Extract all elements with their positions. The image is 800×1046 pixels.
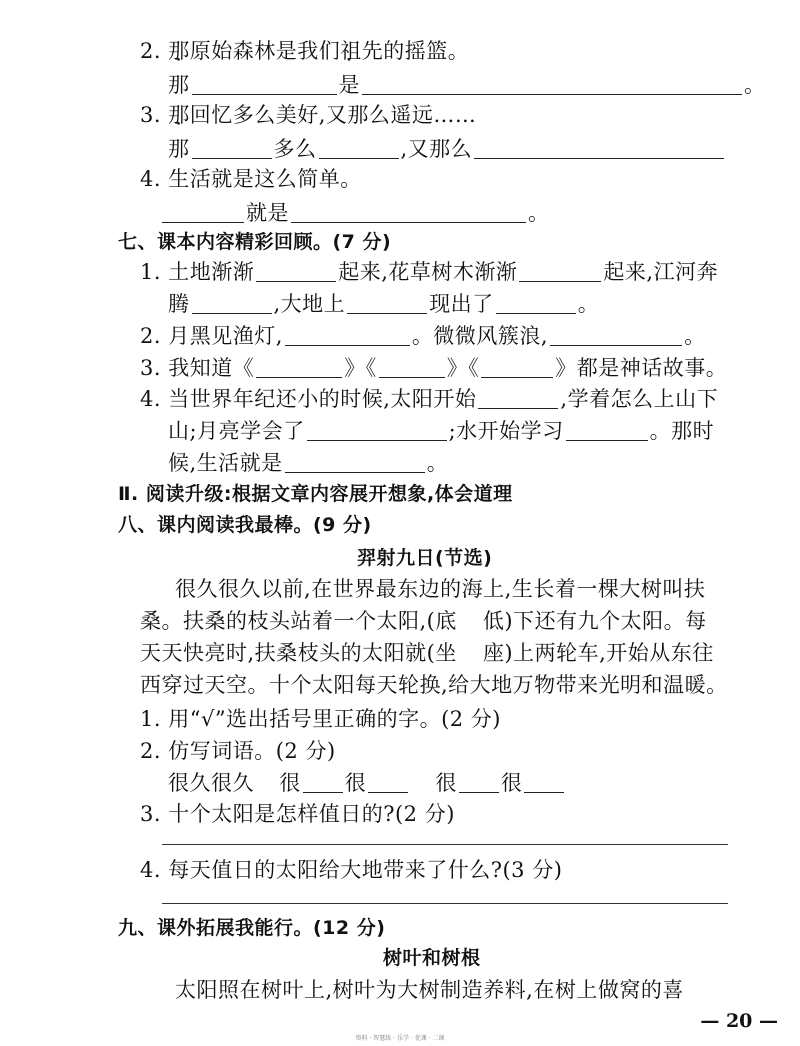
q7-4-line1: 4. 当世界年纪还小的时候,太阳开始 ,学着怎么上山下 (140, 387, 719, 411)
q8-4: 4. 每天值日的太阳给大地带来了什么?(3 分) (140, 858, 563, 882)
passage-line: 天天快亮时,扶桑枝头的太阳就(坐 座)上两轮车,开始从东往 (140, 641, 714, 665)
section-7-heading: 七、课本内容精彩回顾。(7 分) (118, 231, 392, 253)
blank[interactable] (347, 291, 427, 314)
blank[interactable] (379, 355, 445, 378)
q7-2: 2. 月黑见渔灯, 。微微风簇浪, 。 (140, 324, 706, 348)
q7-4-line3: 候,生活就是 。 (168, 451, 449, 475)
section-9-heading: 九、课外拓展我能行。(12 分) (118, 917, 386, 939)
blank[interactable] (519, 259, 601, 282)
q7-1-line1: 1. 土地渐渐 起来,花草树木渐渐 起来,江河奔 (140, 260, 719, 284)
q6-3-label: 3. 那回忆多么美好,又那么遥远…… (140, 103, 477, 127)
blank[interactable] (291, 200, 526, 223)
footer-text: 资料 · 智慧练 · 乐学 · 优课 · 二课 (355, 1035, 445, 1042)
q8-2: 2. 仿写词语。(2 分) (140, 739, 336, 763)
q7-1-line2: 腾 ,大地上 现出了 。 (168, 292, 600, 316)
answer-line[interactable] (162, 903, 728, 904)
passage-line: 太阳照在树叶上,树叶为大树制造养料,在树上做窝的喜 (175, 978, 684, 1002)
blank[interactable] (478, 386, 558, 409)
answer-line[interactable] (162, 844, 728, 845)
blank[interactable] (524, 770, 564, 793)
blank[interactable] (566, 418, 648, 441)
blank[interactable] (285, 323, 410, 346)
passage-line: 桑。扶桑的枝头站着一个太阳,(底 低)下还有九个太阳。每 (140, 609, 707, 633)
blank[interactable] (319, 136, 399, 159)
q7-4-line2: 山;月亮学会了 ;水开始学习 。那时 (168, 419, 715, 443)
blank[interactable] (192, 291, 272, 314)
blank[interactable] (162, 200, 244, 223)
blank[interactable] (481, 355, 553, 378)
passage-line: 很久很久以前,在世界最东边的海上,生长着一棵大树叫扶 (175, 577, 706, 601)
blank[interactable] (459, 770, 499, 793)
page-number: — 20 — (700, 1010, 778, 1032)
q6-4-label: 4. 生活就是这么简单。 (140, 167, 362, 191)
part-2-heading: Ⅱ. 阅读升级:根据文章内容展开想象,体会道理 (118, 483, 513, 505)
q8-3: 3. 十个太阳是怎样值日的?(2 分) (140, 802, 455, 826)
blank[interactable] (362, 72, 742, 95)
blank[interactable] (192, 72, 337, 95)
blank[interactable] (256, 355, 342, 378)
blank[interactable] (192, 136, 272, 159)
q6-2-answer: 那 是 。 (168, 73, 766, 97)
passage-title: 树叶和树根 (383, 947, 481, 969)
blank[interactable] (474, 136, 724, 159)
q8-1: 1. 用“√”选出括号里正确的字。(2 分) (140, 707, 501, 731)
section-8-heading: 八、课内阅读我最棒。(9 分) (118, 514, 372, 536)
q6-4-answer: 就是 。 (160, 198, 550, 228)
blank[interactable] (256, 259, 336, 282)
q6-3-answer: 那 多么 ,又那么 (168, 134, 726, 164)
blank[interactable] (368, 770, 408, 793)
blank[interactable] (285, 450, 425, 473)
passage-line: 西穿过天空。十个太阳每天轮换,给大地万物带来光明和温暖。 (140, 673, 728, 697)
blank[interactable] (550, 323, 682, 346)
q8-2-example: 很久很久 很 很 很 很 (168, 768, 566, 798)
blank[interactable] (307, 418, 447, 441)
blank[interactable] (496, 291, 576, 314)
q7-3: 3. 我知道《 》《 》《 》都是神话故事。 (140, 356, 728, 380)
passage-title: 羿射九日(节选) (357, 547, 493, 569)
blank[interactable] (303, 770, 343, 793)
q6-2-label: 2. 那原始森林是我们祖先的摇篮。 (140, 39, 470, 63)
